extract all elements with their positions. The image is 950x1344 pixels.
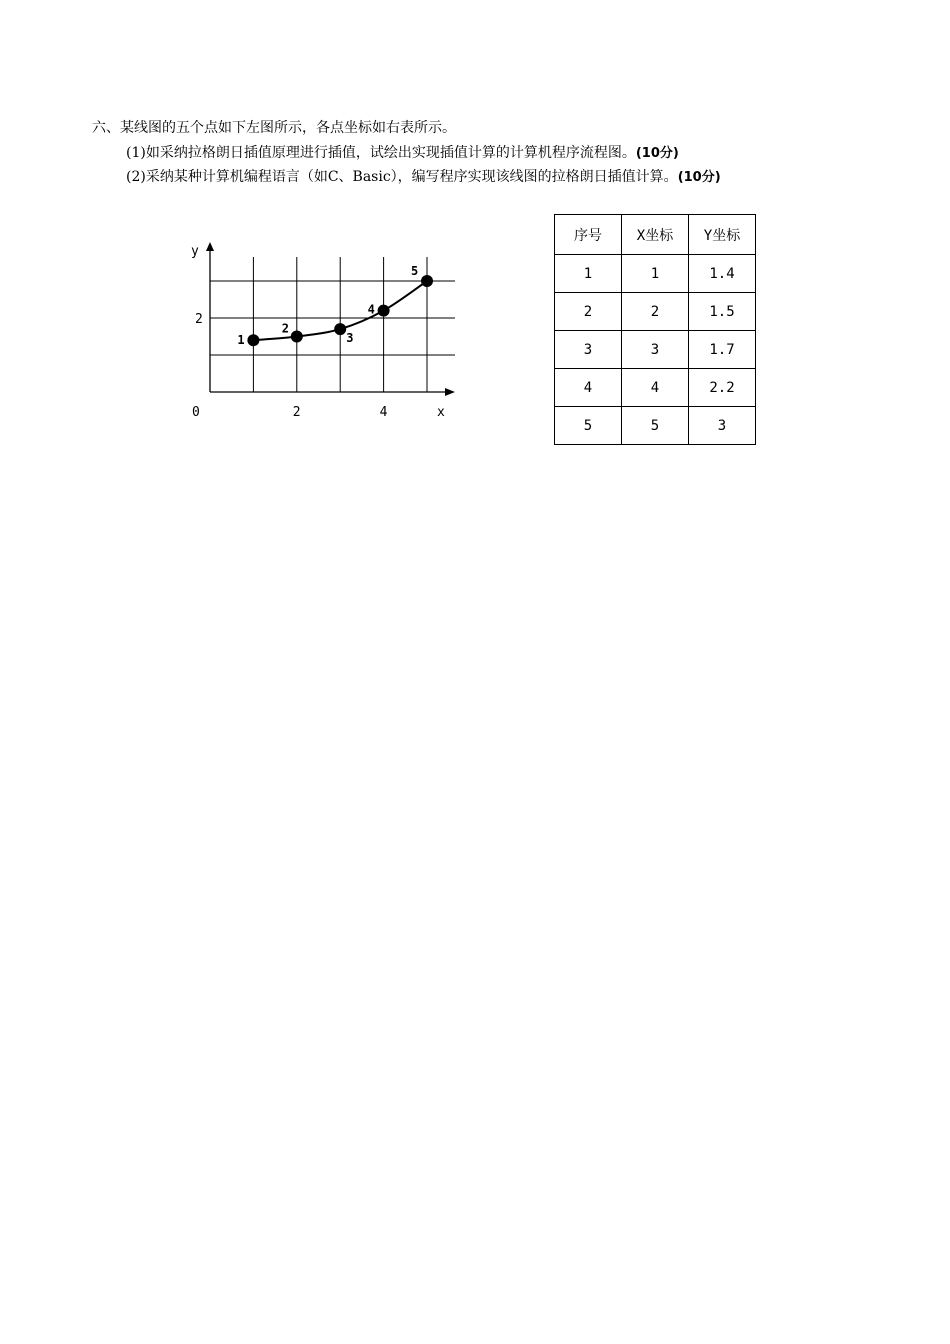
line-chart: [185, 235, 475, 430]
cell-y: 1.7: [689, 331, 756, 369]
sub-question-1-score: (10分): [635, 146, 679, 161]
question-title: 六、某线图的五个点如下左图所示，各点坐标如右表所示。: [92, 120, 456, 136]
header-x: X坐标: [622, 215, 689, 255]
sub-question-2-score: (10分): [677, 170, 721, 185]
table-row: [555, 407, 756, 445]
y-axis-arrow: [206, 242, 214, 251]
cell-x: 1: [622, 255, 689, 293]
data-point: [378, 305, 390, 317]
cell-index: 1: [555, 255, 622, 293]
sub-question-2: [126, 168, 721, 187]
cell-y: 2.2: [689, 369, 756, 407]
table-header-row: [555, 215, 756, 255]
data-point-label: 4: [367, 302, 375, 317]
sub-question-1: [126, 144, 679, 163]
data-point: [291, 331, 303, 343]
data-point: [421, 275, 433, 287]
x-tick-label: 4: [379, 405, 388, 420]
header-index: 序号: [555, 215, 622, 255]
x-axis-arrow: [445, 388, 455, 396]
cell-y: 3: [689, 407, 756, 445]
cell-x: 3: [622, 331, 689, 369]
table-row: [555, 331, 756, 369]
data-point-label: 3: [346, 331, 354, 346]
table-row: [555, 293, 756, 331]
cell-index: 2: [555, 293, 622, 331]
coordinate-table: [554, 214, 756, 445]
y-tick-label: 2: [195, 312, 203, 327]
cell-x: 2: [622, 293, 689, 331]
data-point-label: 2: [281, 321, 290, 336]
sub-question-1-text: (1)如采纳拉格朗日插值原理进行插值，试绘出实现插值计算的计算机程序流程图。: [126, 145, 636, 161]
x-tick-label: 0: [192, 405, 200, 420]
y-axis-label: y: [191, 244, 199, 259]
cell-y: 1.4: [689, 255, 756, 293]
data-point-label: 1: [237, 333, 245, 348]
cell-x: 4: [622, 369, 689, 407]
cell-index: 5: [555, 407, 622, 445]
table-row: [555, 255, 756, 293]
cell-index: 3: [555, 331, 622, 369]
header-y: Y坐标: [689, 215, 756, 255]
cell-y: 1.5: [689, 293, 756, 331]
sub-question-2-text: (2)采纳某种计算机编程语言（如C、Basic），编写程序实现该线图的拉格朗日插值计算。: [126, 169, 678, 185]
data-point-label: 5: [411, 264, 419, 278]
data-point: [334, 323, 346, 335]
cell-index: 4: [555, 369, 622, 407]
x-tick-label: 2: [292, 405, 301, 420]
x-axis-label: x: [437, 405, 445, 420]
data-point: [247, 334, 259, 346]
table-row: [555, 369, 756, 407]
cell-x: 5: [622, 407, 689, 445]
